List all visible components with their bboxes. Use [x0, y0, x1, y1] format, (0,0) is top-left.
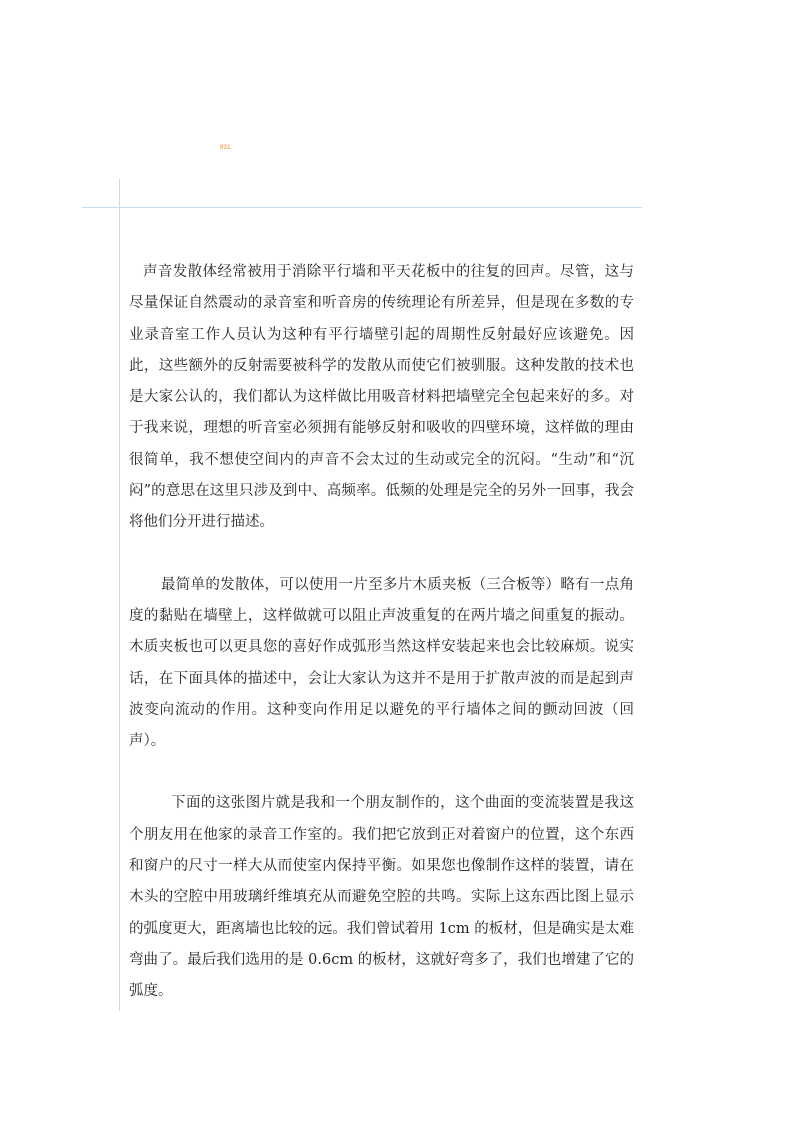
margin-rule	[119, 179, 120, 1011]
paragraph-diffuser-intro: 声音发散体经常被用于消除平行墙和平天花板中的往复的回声。尽管，这与尽量保证自然震动的录音室和听音房的传统理论有所差异，但是现在多数的专业录音室工作人员认为这种有平行墙壁引起的周期性反射最好应该避免。因此，这些额外的反射需要被科学的发散从而使它们被驯服。这种发散的技术也是大家公认的，我们都认为这样做比用吸音材料把墙壁完全包起来好的多。对于我来说，理想的听音室必须拥有能够反射和吸收的四壁环境，这样做的理由很简单，我不想使空间内的声音不会太过的生动或完全的沉闷。“生动”和“沉闷”的意思在这里只涉及到中、高频率。低频的处理是完全的另外一回事，我会将他们分开进行描述。	[129, 264, 634, 531]
page-number: 931	[220, 145, 231, 151]
paragraph-curved-deflector: 下面的这张图片就是我和一个朋友制作的，这个曲面的变流装置是我这个朋友用在他家的录音工作室的。我们把它放到正对着窗户的位置，这个东西和窗户的尺寸一样大从而使室内保持平衡。如果您也像制作这样的装置，请在木头的空腔中用玻璃纤维填充从而避免空腔的共鸣。实际上这东西比图上显示的弧度更大，距离墙也比较的远。我们曾试着用 1cm 的板材，但是确实是太难弯曲了。最后我们选用的是 0.6cm 的板材，这就好弯多了，我们也增建了它的弧度。	[129, 795, 634, 1000]
header-rule	[82, 207, 642, 208]
paragraph-simple-diffuser: 最简单的发散体，可以使用一片至多片木质夹板（三合板等）略有一点角度的黏贴在墙壁上，这样做就可以阻止声波重复的在两片墙之间重复的振动。木质夹板也可以更具您的喜好作成弧形当然这样安装起来也会比较麻烦。说实话，在下面具体的描述中，会让大家认为这并不是用于扩散声波的而是起到声波变向流动的作用。这种变向作用足以避免的平行墙体之间的颤动回波（回声）。	[129, 576, 634, 750]
document-body	[129, 257, 634, 1008]
